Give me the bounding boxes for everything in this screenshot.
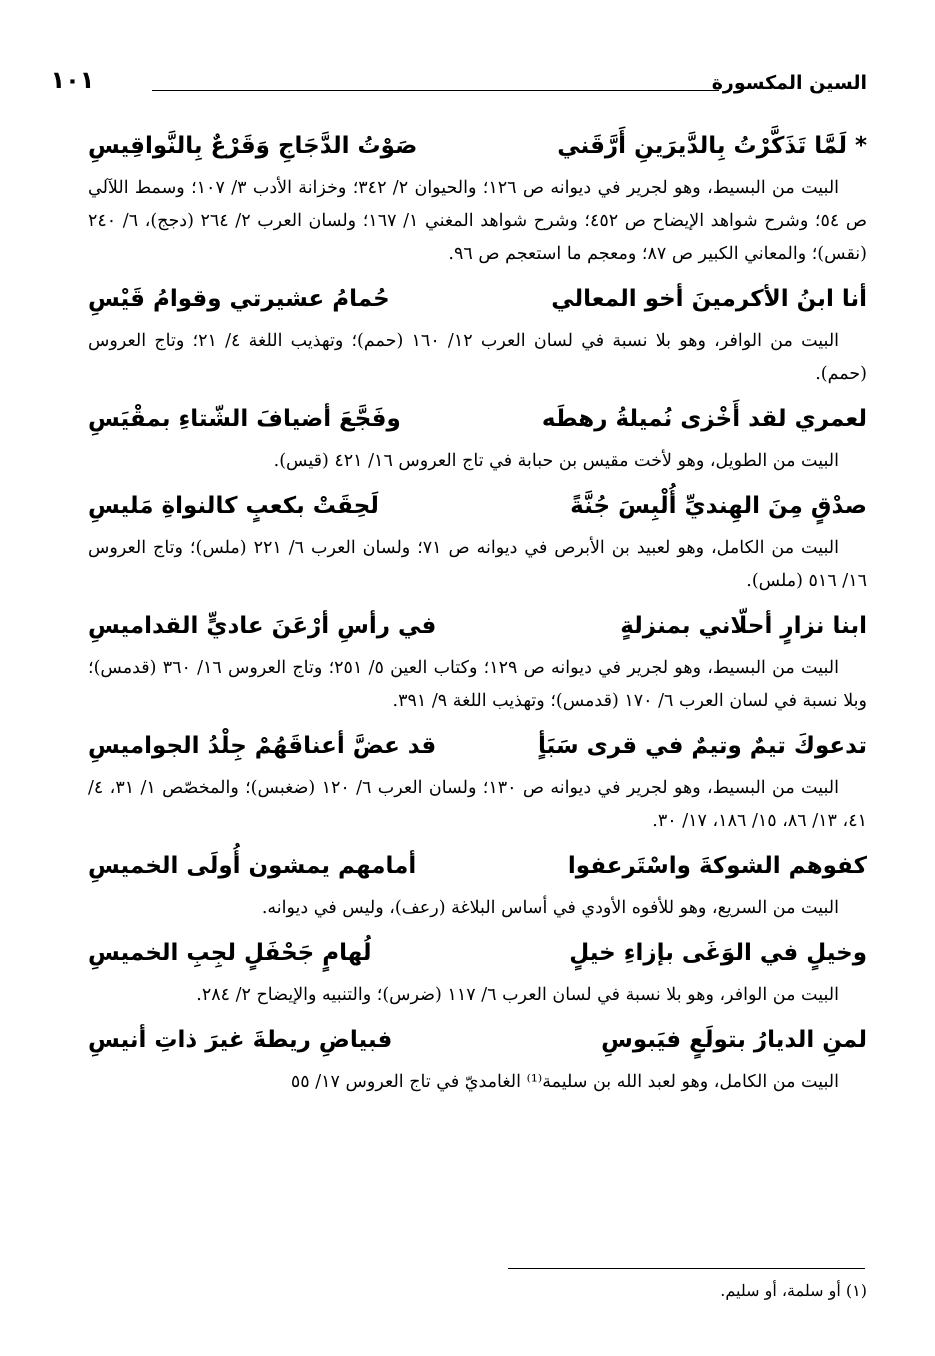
verse-commentary: البيت من الكامل، وهو لعبد الله بن سليمة⁽¹⁾ الغامديّ في تاج العروس ١٧/ ٥٥: [290, 1072, 839, 1092]
page-header: [50, 66, 867, 106]
second-hemistich: لُهامٍ جَحْفَلٍ لجِبِ الخميسِ: [88, 940, 372, 966]
verse-commentary: البيت من الطويل، وهو لأخت مقيس بن حبابة في تاج العروس ١٦/ ٤٢١ (قيس).: [273, 451, 839, 471]
verse-entry: [88, 720, 867, 838]
footnote-rule: [508, 1268, 865, 1269]
verse-line: [88, 720, 867, 772]
first-hemistich: أنا ابنُ الأكرمينَ أخو المعالي: [551, 286, 867, 312]
verse-line: [88, 393, 867, 445]
second-hemistich: فبياضِ ريطةَ غيرَ ذاتِ أنيسِ: [88, 1027, 393, 1053]
verse-entry: [88, 393, 867, 478]
header-rule: [152, 90, 719, 91]
page-number: [50, 66, 95, 94]
second-hemistich: صَوْتُ الدَّجَاجِ وَقَرْعٌ بِالنَّواقِيسِ: [88, 133, 418, 159]
second-hemistich: وفَجَّعَ أضيافَ الشّتاءِ بمقْيَسِ: [88, 406, 401, 432]
verse-line: [88, 1014, 867, 1066]
verse-entry: [88, 1014, 867, 1099]
verse-commentary: البيت من السريع، وهو للأفوه الأودي في أساس البلاغة (رعف)، وليس في ديوانه.: [261, 898, 839, 918]
verse-line: [88, 927, 867, 979]
first-hemistich: صدْقٍ مِنَ الهِنديِّ أُلْبِسَ جُنَّةً: [570, 493, 867, 519]
verse-entry: [88, 120, 867, 271]
first-hemistich: لمنِ الديارُ بتولَعٍ فيَبوسِ: [601, 1027, 867, 1053]
footnote: (١) أو سلمة، أو سليم.: [720, 1281, 867, 1300]
verse-commentary: البيت من البسيط، وهو لجرير في ديوانه ص ١٢٩؛ وكتاب العين ٥/ ٢٥١؛ وتاج العروس ١٦/ ٣٦٠ (قدمس)؛ وبلا نسبة في لسان العرب ٦/ ١٧٠ (قدمس)؛ وتهذيب اللغة ٩/ ٣٩١.: [88, 658, 867, 711]
verse-entry: [88, 927, 867, 1012]
first-hemistich: * لَمَّا تَذَكَّرْتُ بِالدَّيرَينِ أَرَّقَني: [557, 133, 867, 159]
verse-commentary: البيت من البسيط، وهو لجرير في ديوانه ص ١٣٠؛ ولسان العرب ٦/ ١٢٠ (ضغبس)؛ والمخصّص ١/ ٣١، ٤/ ٤١، ١٣/ ٨٦، ١٥/ ١٨٦، ١٧/ ٣٠.: [88, 778, 867, 831]
second-hemistich: قد عضَّ أعناقَهُمْ جِلْدُ الجواميسِ: [88, 733, 437, 759]
first-hemistich: وخيلٍ في الوَغَى بإزاءِ خيلٍ: [569, 940, 867, 966]
verse-entry: [88, 600, 867, 718]
first-hemistich: كفوهم الشوكةَ واسْتَرعفوا: [567, 853, 867, 879]
verse-line: [88, 120, 867, 172]
second-hemistich: أمامهم يمشون أُولَى الخميسِ: [88, 853, 417, 879]
second-hemistich: لَحِقَتْ بكعبٍ كالنواةِ مَليسِ: [88, 493, 379, 519]
first-hemistich: ابنا نزارٍ أحلّاني بمنزلةٍ: [620, 613, 867, 639]
verse-entries: [88, 120, 867, 1101]
second-hemistich: حُمامُ عشيرتي وقوامُ قَيْسِ: [88, 286, 390, 312]
verse-line: [88, 600, 867, 652]
verse-commentary: البيت من البسيط، وهو لجرير في ديوانه ص ١٢٦؛ والحيوان ٢/ ٣٤٢؛ وخزانة الأدب ٣/ ١٠٧؛ وسمط اللآلي ص ٥٤؛ وشرح شواهد الإيضاح ص ٤٥٢؛ وشرح شواهد المغني ١/ ١٦٧؛ ولسان العرب ٢/ ٢٦٤ (دجج)، ٦/ ٢٤٠ (نقس)؛ والمعاني الكبير ص ٨٧؛ ومعجم ما استعجم ص ٩٦.: [88, 178, 867, 264]
verse-commentary: البيت من الوافر، وهو بلا نسبة في لسان العرب ٦/ ١١٧ (ضرس)؛ والتنبيه والإيضاح ٢/ ٢٨٤.: [196, 985, 839, 1005]
verse-commentary: البيت من الكامل، وهو لعبيد بن الأبرص في ديوانه ص ٧١؛ ولسان العرب ٦/ ٢٢١ (ملس)؛ وتاج العروس ١٦/ ٥١٦ (ملس).: [88, 538, 867, 591]
second-hemistich: في رأسِ أرْعَنَ عاديٍّ القداميسِ: [88, 613, 437, 639]
verse-entry: [88, 480, 867, 598]
first-hemistich: تدعوكَ تيمٌ وتيمٌ في قرى سَبَأٍ: [537, 733, 867, 759]
verse-line: [88, 480, 867, 532]
verse-commentary: البيت من الوافر، وهو بلا نسبة في لسان العرب ١٢/ ١٦٠ (حمم)؛ وتهذيب اللغة ٤/ ٢١؛ وتاج العروس (حمم).: [88, 331, 867, 384]
page-number-value: ١٠١: [50, 66, 95, 94]
verse-line: [88, 840, 867, 892]
verse-entry: [88, 840, 867, 925]
verse-entry: [88, 273, 867, 391]
first-hemistich: لعمري لقد أَخْزى نُميلةُ رهطَه: [541, 406, 867, 432]
running-title: السين المكسورة: [711, 72, 867, 94]
verse-line: [88, 273, 867, 325]
